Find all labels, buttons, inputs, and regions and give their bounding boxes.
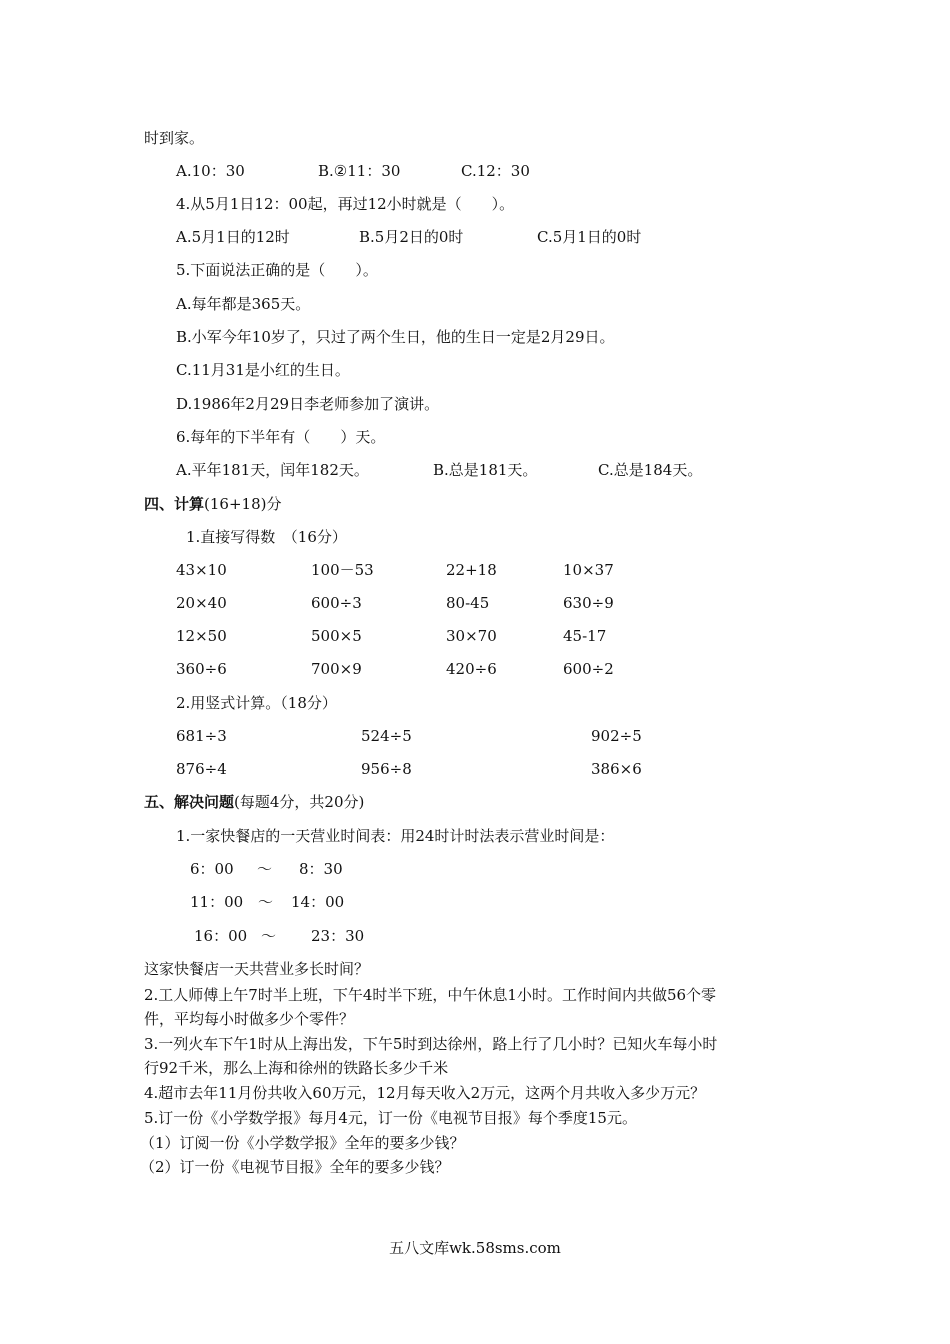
q5-option-b: B.小军今年10岁了，只过了两个生日，他的生日一定是2月29日。 [176,328,615,346]
q3-option-b: B.②11：30 [318,162,401,180]
section-5-heading [144,792,364,812]
problem-5: 5.订一份《小学数学报》每月4元，订一份《电视节目报》每个季度15元。 [144,1109,637,1127]
schedule-end: 8：30 [299,860,343,878]
schedule-end: 14：00 [291,893,345,911]
problem-3-line-1: 3.一列火车下午1时从上海出发，下午5时到达徐州，路上行了几小时？已知火车每小时 [144,1035,718,1053]
problem-5-part-1: （1）订阅一份《小学数学报》全年的要多少钱？ [140,1134,465,1152]
mental-calc-item: 100－53 [311,561,374,579]
mental-calc-item: 420÷6 [446,660,497,678]
mental-calc-item: 12×50 [176,627,227,645]
q6-option-a: A.平年181天，闰年182天。 [176,461,369,479]
problem-4: 4.超市去年11月份共收入60万元，12月每天收入2万元，这两个月共收入多少万元？ [144,1084,706,1102]
mental-calc-item: 600÷3 [311,594,362,612]
vertical-calc-item: 386×6 [591,760,642,778]
mental-calc-item: 80-45 [446,594,490,612]
schedule-start: 11：00 [190,893,244,911]
vertical-calc-item: 524÷5 [361,727,412,745]
q4-option-c: C.5月1日的0时 [537,228,642,246]
q3-option-c: C.12：30 [461,162,530,180]
part-2-title: 2.用竖式计算。（18分） [176,694,337,712]
question-4: 4.从5月1日12：00起，再过12小时就是（ ）。 [176,195,515,213]
schedule-separator: ～ [258,893,274,911]
mental-calc-item: 22+18 [446,561,497,579]
question-5: 5.下面说法正确的是（ ）。 [176,261,378,279]
q6-option-b: B.总是181天。 [433,461,538,479]
vertical-calc-item: 956÷8 [361,760,412,778]
mental-calc-item: 600÷2 [563,660,614,678]
mental-calc-item: 500×5 [311,627,362,645]
mental-calc-item: 43×10 [176,561,227,579]
mental-calc-item: 360÷6 [176,660,227,678]
problem-2-line-1: 2.工人师傅上午7时半上班，下午4时半下班，中午休息1小时。工作时间内共做56个零 [144,986,717,1004]
mental-calc-item: 630÷9 [563,594,614,612]
section-4-heading [144,494,281,514]
problem-5-part-2: （2）订一份《电视节目报》全年的要多少钱？ [140,1158,450,1176]
section-5-title: 五、解决问题 [144,793,235,811]
schedule-end: 23：30 [311,927,365,945]
q5-option-c: C.11月31是小红的生日。 [176,361,350,379]
schedule-separator: ～ [257,860,273,878]
mental-calc-item: 30×70 [446,627,497,645]
question-6: 6.每年的下半年有（ ）天。 [176,428,386,446]
q4-option-a: A.5月1日的12时 [176,228,290,246]
schedule-start: 6：00 [190,860,234,878]
vertical-calc-item: 681÷3 [176,727,227,745]
q6-option-c: C.总是184天。 [598,461,703,479]
problem-1: 1.一家快餐店的一天营业时间表：用24时计时法表示营业时间是： [176,827,615,845]
schedule-start: 16：00 [194,927,248,945]
section-5-score: (每题4分，共20分) [234,793,365,811]
mental-calc-item: 45-17 [563,627,607,645]
problem-3-line-2: 行92千米，那么上海和徐州的铁路长多少千米 [144,1059,449,1077]
q3-option-a: A.10：30 [176,162,245,180]
q3-tail: 时到家。 [144,129,205,147]
q4-option-b: B.5月2日的0时 [359,228,464,246]
vertical-calc-item: 902÷5 [591,727,642,745]
mental-calc-item: 700×9 [311,660,362,678]
part-1-title: 1.直接写得数 （16分） [186,528,347,546]
q5-option-a: A.每年都是365天。 [176,295,311,313]
section-4-title: 四、计算 [144,495,205,513]
schedule-separator: ～ [261,927,277,945]
problem-1-question: 这家快餐店一天共营业多长时间？ [144,960,370,978]
vertical-calc-item: 876÷4 [176,760,227,778]
q5-option-d: D.1986年2月29日李老师参加了演讲。 [176,395,440,413]
page-footer: 五八文库wk.58sms.com [389,1239,561,1257]
mental-calc-item: 20×40 [176,594,227,612]
mental-calc-item: 10×37 [563,561,614,579]
section-4-score: (16+18)分 [204,495,282,513]
problem-2-line-2: 件，平均每小时做多少个零件？ [144,1010,355,1028]
